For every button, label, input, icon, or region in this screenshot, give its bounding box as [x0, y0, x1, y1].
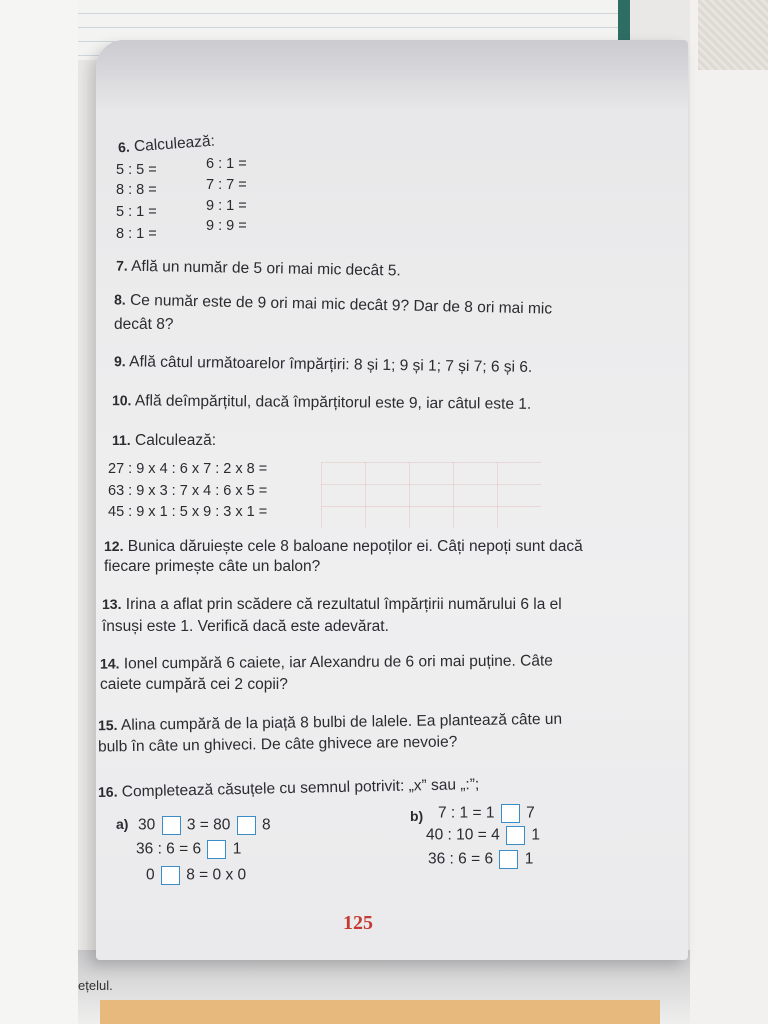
ex16-b-row3 [428, 850, 533, 869]
operand: 1 [531, 826, 540, 844]
expression-part: 1 = 1 [459, 804, 495, 822]
answer-box[interactable] [499, 850, 518, 869]
operand: 0 [212, 866, 222, 884]
expression-part: : 6 = [157, 840, 189, 858]
operand: 7 [526, 804, 535, 822]
ex6-col2-row3: 9 : 1 = [206, 198, 247, 214]
ex16-b-row1 [438, 804, 535, 823]
exercise-8-line2: decât 8? [114, 316, 174, 333]
operand: 0 [146, 866, 155, 884]
exercise-16-header [98, 776, 480, 802]
exercise-number: 12. [104, 538, 124, 554]
exercise-text: Bunica dăruiește cele 8 baloane nepoților ei. Câți nepoți sunt dacă [127, 538, 583, 555]
answer-box[interactable] [162, 816, 181, 835]
exercise-15-line1 [98, 711, 562, 735]
exercise-15-line2: bulb în câte un ghiveci. De câte ghivece are nevoie? [97, 733, 458, 756]
exercise-text: Ce număr este de 9 ori mai mic decât 9? Dar de 8 ori mai mic [129, 291, 553, 318]
exercise-text: Află un număr de 5 ori mai mic decât 5. [131, 257, 401, 280]
ex16-b-label: b) [410, 808, 424, 824]
answer-box[interactable] [506, 826, 525, 845]
ex6-col1-row2: 8 : 8 = [116, 182, 157, 198]
textbook-page [96, 40, 688, 960]
fabric-texture [698, 0, 768, 70]
exercise-text: Află deîmpărțitul, dacă împărțitorul este 9, iar câtul este 1. [134, 392, 532, 413]
operand: 1 [524, 850, 534, 868]
answer-box[interactable] [161, 866, 180, 885]
exercise-title: Calculează: [135, 432, 217, 449]
exercise-12-line1 [104, 538, 583, 556]
expression-part: 8 = [186, 866, 209, 884]
exercise-number: 14. [99, 655, 120, 672]
exercise-number: 9. [113, 353, 126, 370]
exercise-11-header [112, 432, 216, 450]
exercise-number: 8. [113, 291, 126, 308]
page-content [96, 40, 688, 960]
exercise-title: Calculează: [133, 132, 216, 156]
ex6-col2-row4: 9 : 9 = [206, 218, 247, 234]
exercise-text: Irina a aflat prin scădere că rezultatul împărțirii numărului 6 la el [125, 596, 562, 613]
ex11-row2: 63 : 9 x 3 : 7 x 4 : 6 x 5 = [108, 483, 268, 499]
exercise-title: Completează căsuțele cu semnul potrivit: „x” sau „:”; [121, 776, 480, 801]
faint-grid-bleedthrough [321, 462, 541, 528]
exercise-6-header [117, 133, 215, 158]
exercise-text: Ionel cumpără 6 caiete, iar Alexandru de 6 ori mai puține. Câte [123, 652, 553, 673]
exercise-text: Află câtul următoarelor împărțiri: 8 și 1; 9 și 1; 7 și 7; 6 și 6. [129, 353, 533, 376]
ex16-b-row2 [426, 826, 540, 845]
background-right [690, 0, 768, 1024]
ex6-col2-row1: 6 : 1 = [206, 156, 247, 172]
ex16-a-row3 [146, 866, 246, 885]
exercise-14-line2: caiete cumpără cei 2 copii? [100, 676, 288, 693]
answer-box[interactable] [207, 840, 226, 859]
ex6-col1-row1: 5 : 5 = [116, 162, 157, 178]
operand: 6 [192, 840, 202, 858]
exercise-9 [114, 353, 533, 377]
exercise-8-line1 [114, 291, 552, 318]
ex11-row3: 45 : 9 x 1 : 5 x 9 : 3 x 1 = [108, 504, 268, 520]
expression-part: 3 = 80 [186, 816, 231, 834]
exercise-number: 7. [115, 257, 128, 274]
operand: 8 [262, 816, 271, 834]
background-left [0, 0, 78, 1024]
answer-box[interactable] [237, 816, 256, 835]
exercise-7 [116, 258, 401, 281]
expression-part: 36 : [428, 850, 454, 868]
exercise-10 [112, 392, 531, 414]
expression-part: 7 : [438, 804, 456, 822]
ex6-col1-row4: 8 : 1 = [116, 226, 157, 242]
exercise-14-line1 [100, 652, 553, 673]
ex11-row1: 27 : 9 x 4 : 6 x 7 : 2 x 8 = [108, 461, 268, 477]
answer-box[interactable] [501, 804, 520, 823]
operand: x 0 [225, 866, 247, 884]
expression-part: 40 : 10 = 4 [426, 826, 500, 844]
exercise-number: 16. [97, 783, 118, 800]
exercise-number: 10. [111, 392, 132, 409]
exercise-number: 13. [102, 596, 122, 612]
ex6-col1-row3: 5 : 1 = [116, 204, 157, 220]
expression-part: 6 = 6 [458, 850, 494, 868]
ex16-a-row1 [138, 816, 271, 835]
exercise-13-line1 [102, 596, 562, 614]
operand: 30 [138, 816, 156, 834]
exercise-12-line2: fiecare primește câte un balon? [104, 558, 321, 575]
operand: 1 [232, 840, 242, 858]
ex6-col2-row2: 7 : 7 = [206, 177, 247, 193]
orange-band [100, 1000, 660, 1024]
exercise-number: 6. [117, 138, 131, 156]
operand: 36 [136, 840, 154, 858]
exercise-text: Alina cumpără de la piață 8 bulbi de lalele. Ea plantează câte un [120, 710, 563, 734]
exercise-number: 11. [112, 432, 131, 448]
ex16-a-label: a) [116, 816, 129, 832]
ex16-a-row2 [136, 840, 241, 859]
page-number: 125 [343, 912, 373, 934]
exercise-13-line2: însuși este 1. Verifică dacă este adevărat. [102, 618, 389, 635]
page-below-text: ețelul. [78, 978, 113, 993]
exercise-number: 15. [97, 716, 118, 734]
